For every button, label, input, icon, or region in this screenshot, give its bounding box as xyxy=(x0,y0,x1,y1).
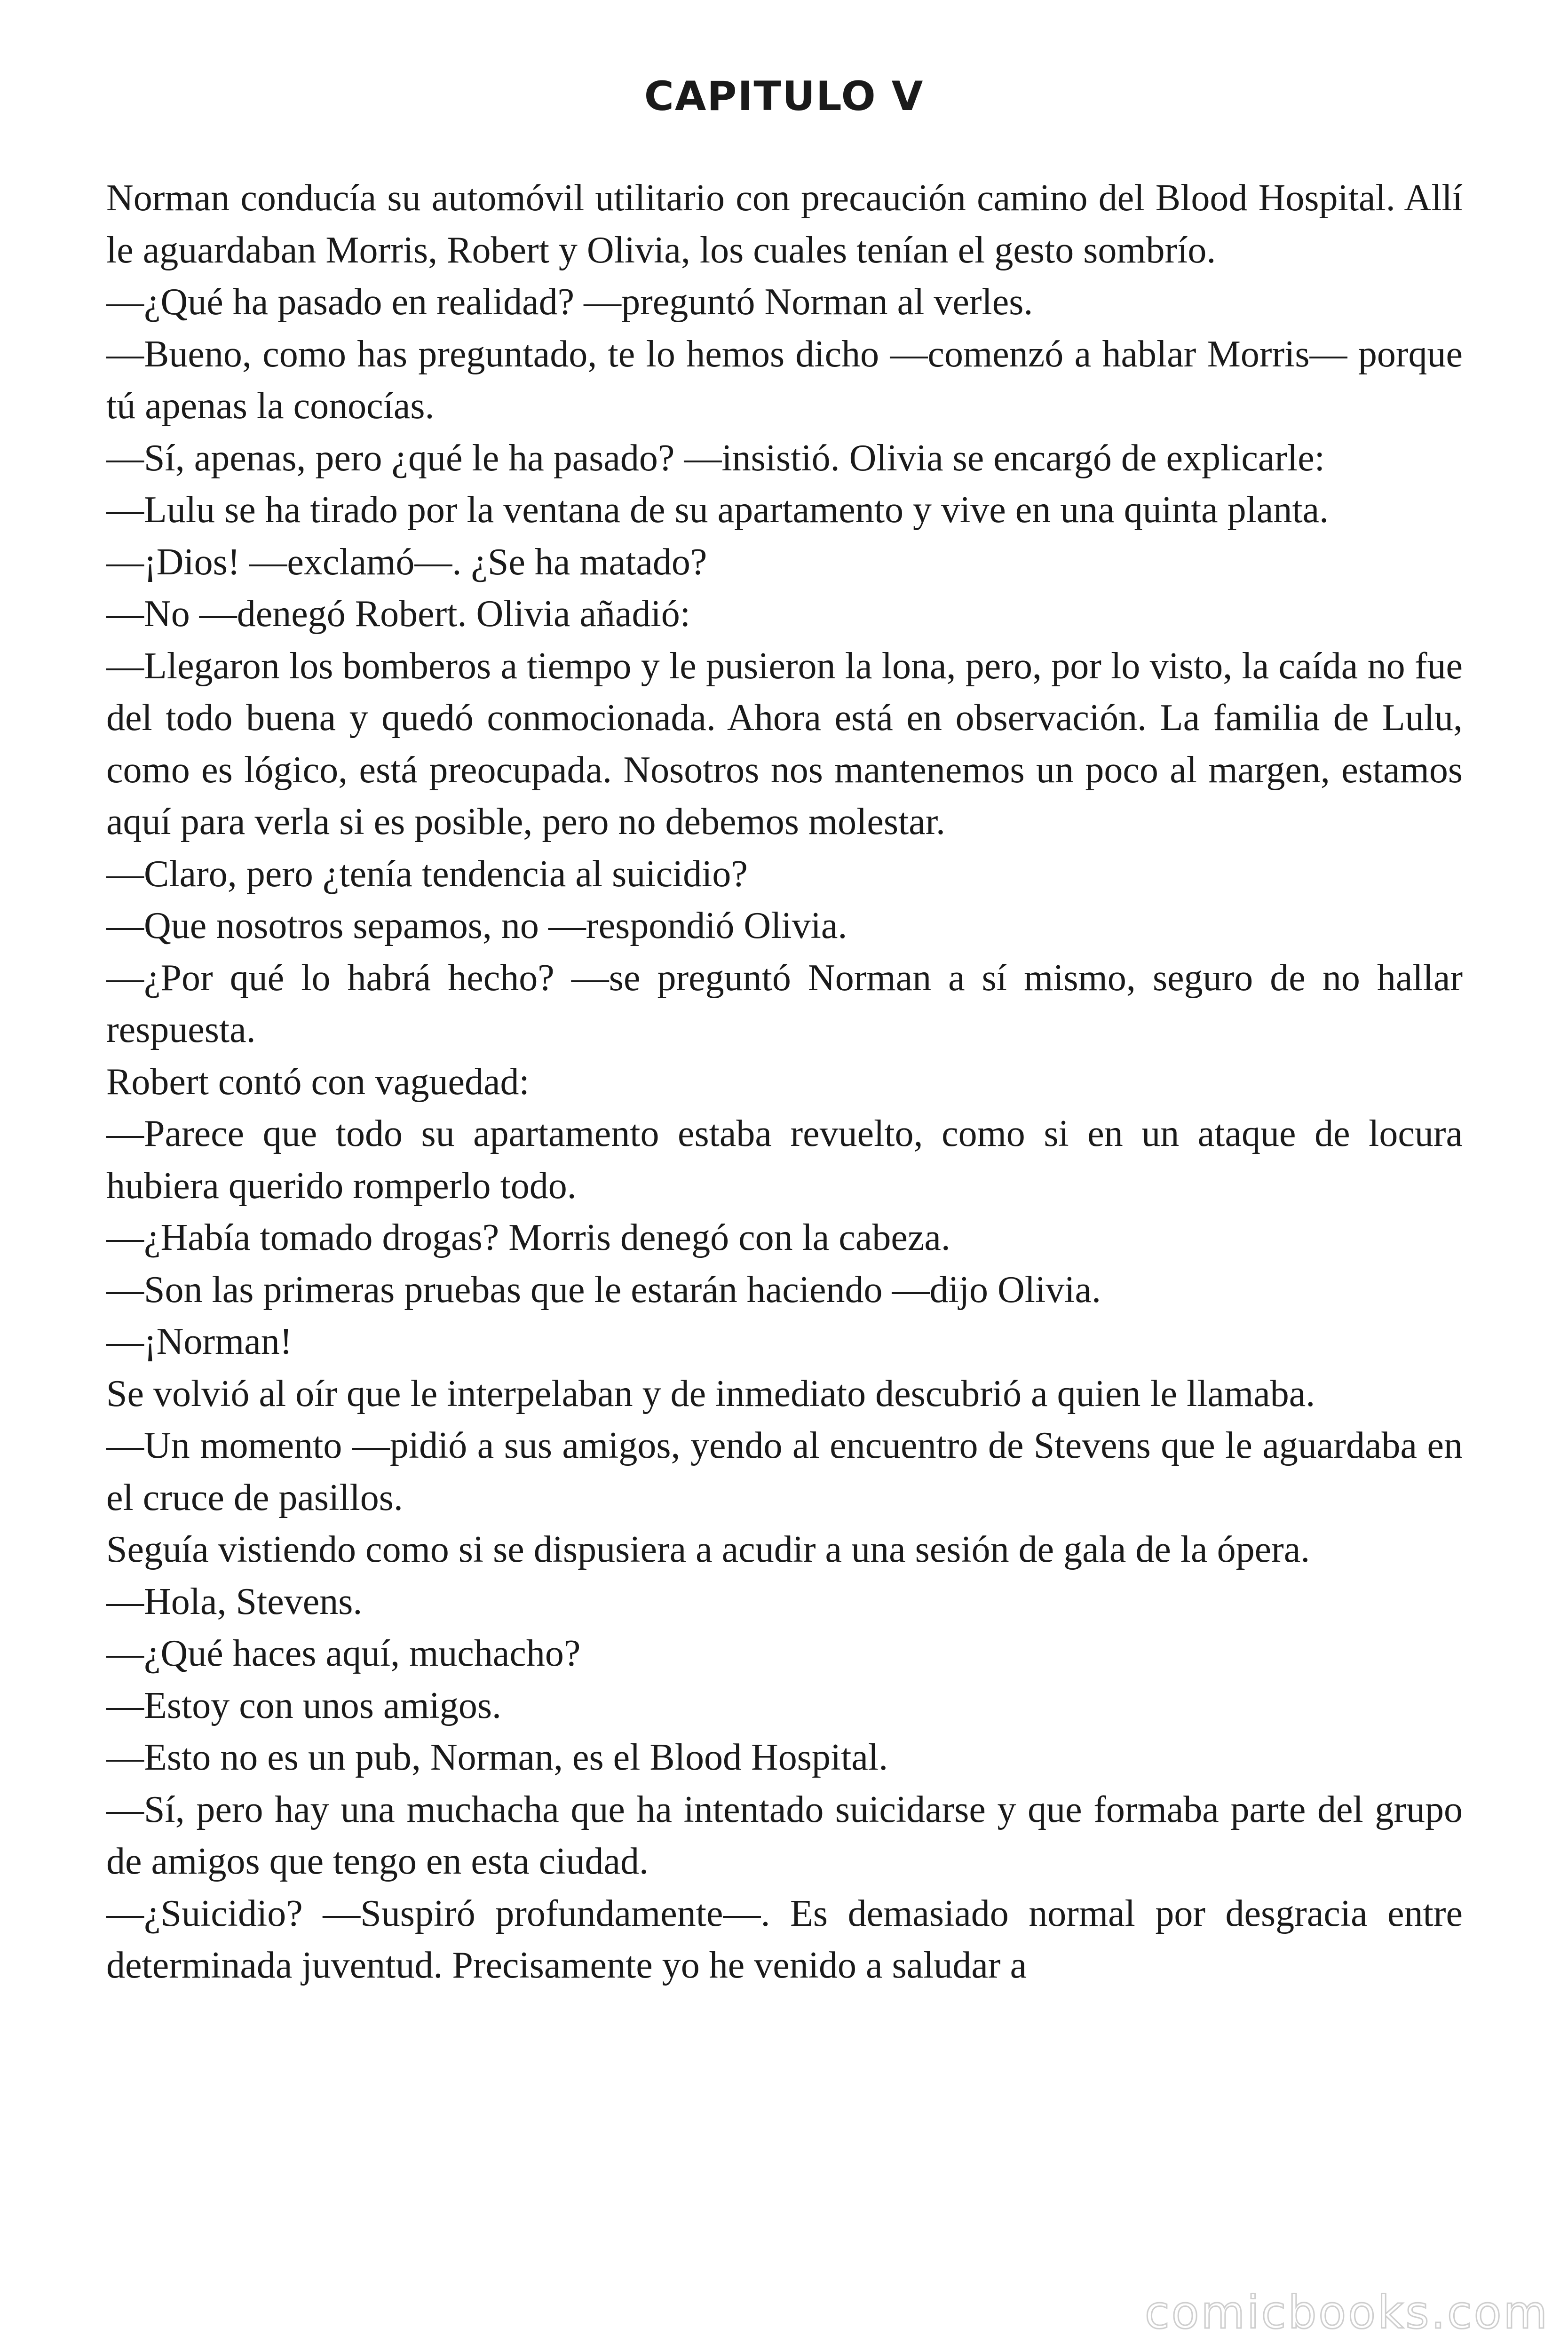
paragraph: Se volvió al oír que le interpelaban y de inmediato descubrió a quien le llamaba. xyxy=(106,1373,1315,1414)
paragraph: —No —denegó Robert. Olivia añadió: xyxy=(106,593,690,635)
paragraph: —¡Dios! —exclamó—. ¿Se ha matado? xyxy=(106,541,707,583)
paragraph: —Llegaron los bomberos a tiempo y le pusieron la lona, pero, por lo visto, la caída no fue del todo buena y quedó conmocionada. Ahora está en observación. La familia de Lulu, como es lógico, está preocupada. Nosotros nos mantenemos un poco al margen, estamos aquí para verla si es posible, pero no debemos molestar. xyxy=(106,645,1463,842)
paragraph: —Estoy con unos amigos. xyxy=(106,1685,501,1726)
paragraph: Seguía vistiendo como si se dispusiera a acudir a una sesión de gala de la ópera. xyxy=(106,1529,1310,1570)
paragraph: —Que nosotros sepamos, no —respondió Olivia. xyxy=(106,905,847,946)
paragraph: —Lulu se ha tirado por la ventana de su apartamento y vive en una quinta planta. xyxy=(106,489,1329,531)
paragraph: —¿Suicidio? —Suspiró profundamente—. Es demasiado normal por desgracia entre determinada juventud. Precisamente yo he venido a saludar a xyxy=(106,1892,1463,1986)
paragraph: —Son las primeras pruebas que le estarán haciendo —dijo Olivia. xyxy=(106,1269,1101,1311)
paragraph: Robert contó con vaguedad: xyxy=(106,1061,530,1103)
paragraph: —¿Por qué lo habrá hecho? —se preguntó Norman a sí mismo, seguro de no hallar respuesta. xyxy=(106,957,1463,1050)
paragraph: —Sí, apenas, pero ¿qué le ha pasado? —insistió. Olivia se encargó de explicarle: xyxy=(106,437,1325,479)
paragraph: —Un momento —pidió a sus amigos, yendo al encuentro de Stevens que le aguardaba en el cruce de pasillos. xyxy=(106,1425,1463,1518)
paragraph: —Bueno, como has preguntado, te lo hemos dicho —comenzó a hablar Morris— porque tú apenas la conocías. xyxy=(106,333,1463,427)
paragraph: —Esto no es un pub, Norman, es el Blood Hospital. xyxy=(106,1737,888,1778)
watermark: comicbooks.com xyxy=(1144,2286,1549,2339)
chapter-title: CAPITULO V xyxy=(644,73,924,120)
chapter-body xyxy=(106,172,1463,1992)
paragraph: —Sí, pero hay una muchacha que ha intentado suicidarse y que formaba parte del grupo de amigos que tengo en esta ciudad. xyxy=(106,1788,1463,1882)
paragraph: —Claro, pero ¿tenía tendencia al suicidio? xyxy=(106,853,748,895)
paragraph: —Parece que todo su apartamento estaba revuelto, como si en un ataque de locura hubiera querido romperlo todo. xyxy=(106,1113,1463,1207)
paragraph: Norman conducía su automóvil utilitario con precaución camino del Blood Hospital. Allí le aguardaban Morris, Robert y Olivia, los cuales tenían el gesto sombrío. xyxy=(106,177,1463,271)
paragraph: —Hola, Stevens. xyxy=(106,1581,363,1622)
paragraph: —¿Qué ha pasado en realidad? —preguntó Norman al verles. xyxy=(106,281,1033,323)
paragraph: —¿Qué haces aquí, muchacho? xyxy=(106,1633,581,1674)
paragraph: —¡Norman! xyxy=(106,1321,293,1362)
paragraph: —¿Había tomado drogas? Morris denegó con la cabeza. xyxy=(106,1217,950,1258)
